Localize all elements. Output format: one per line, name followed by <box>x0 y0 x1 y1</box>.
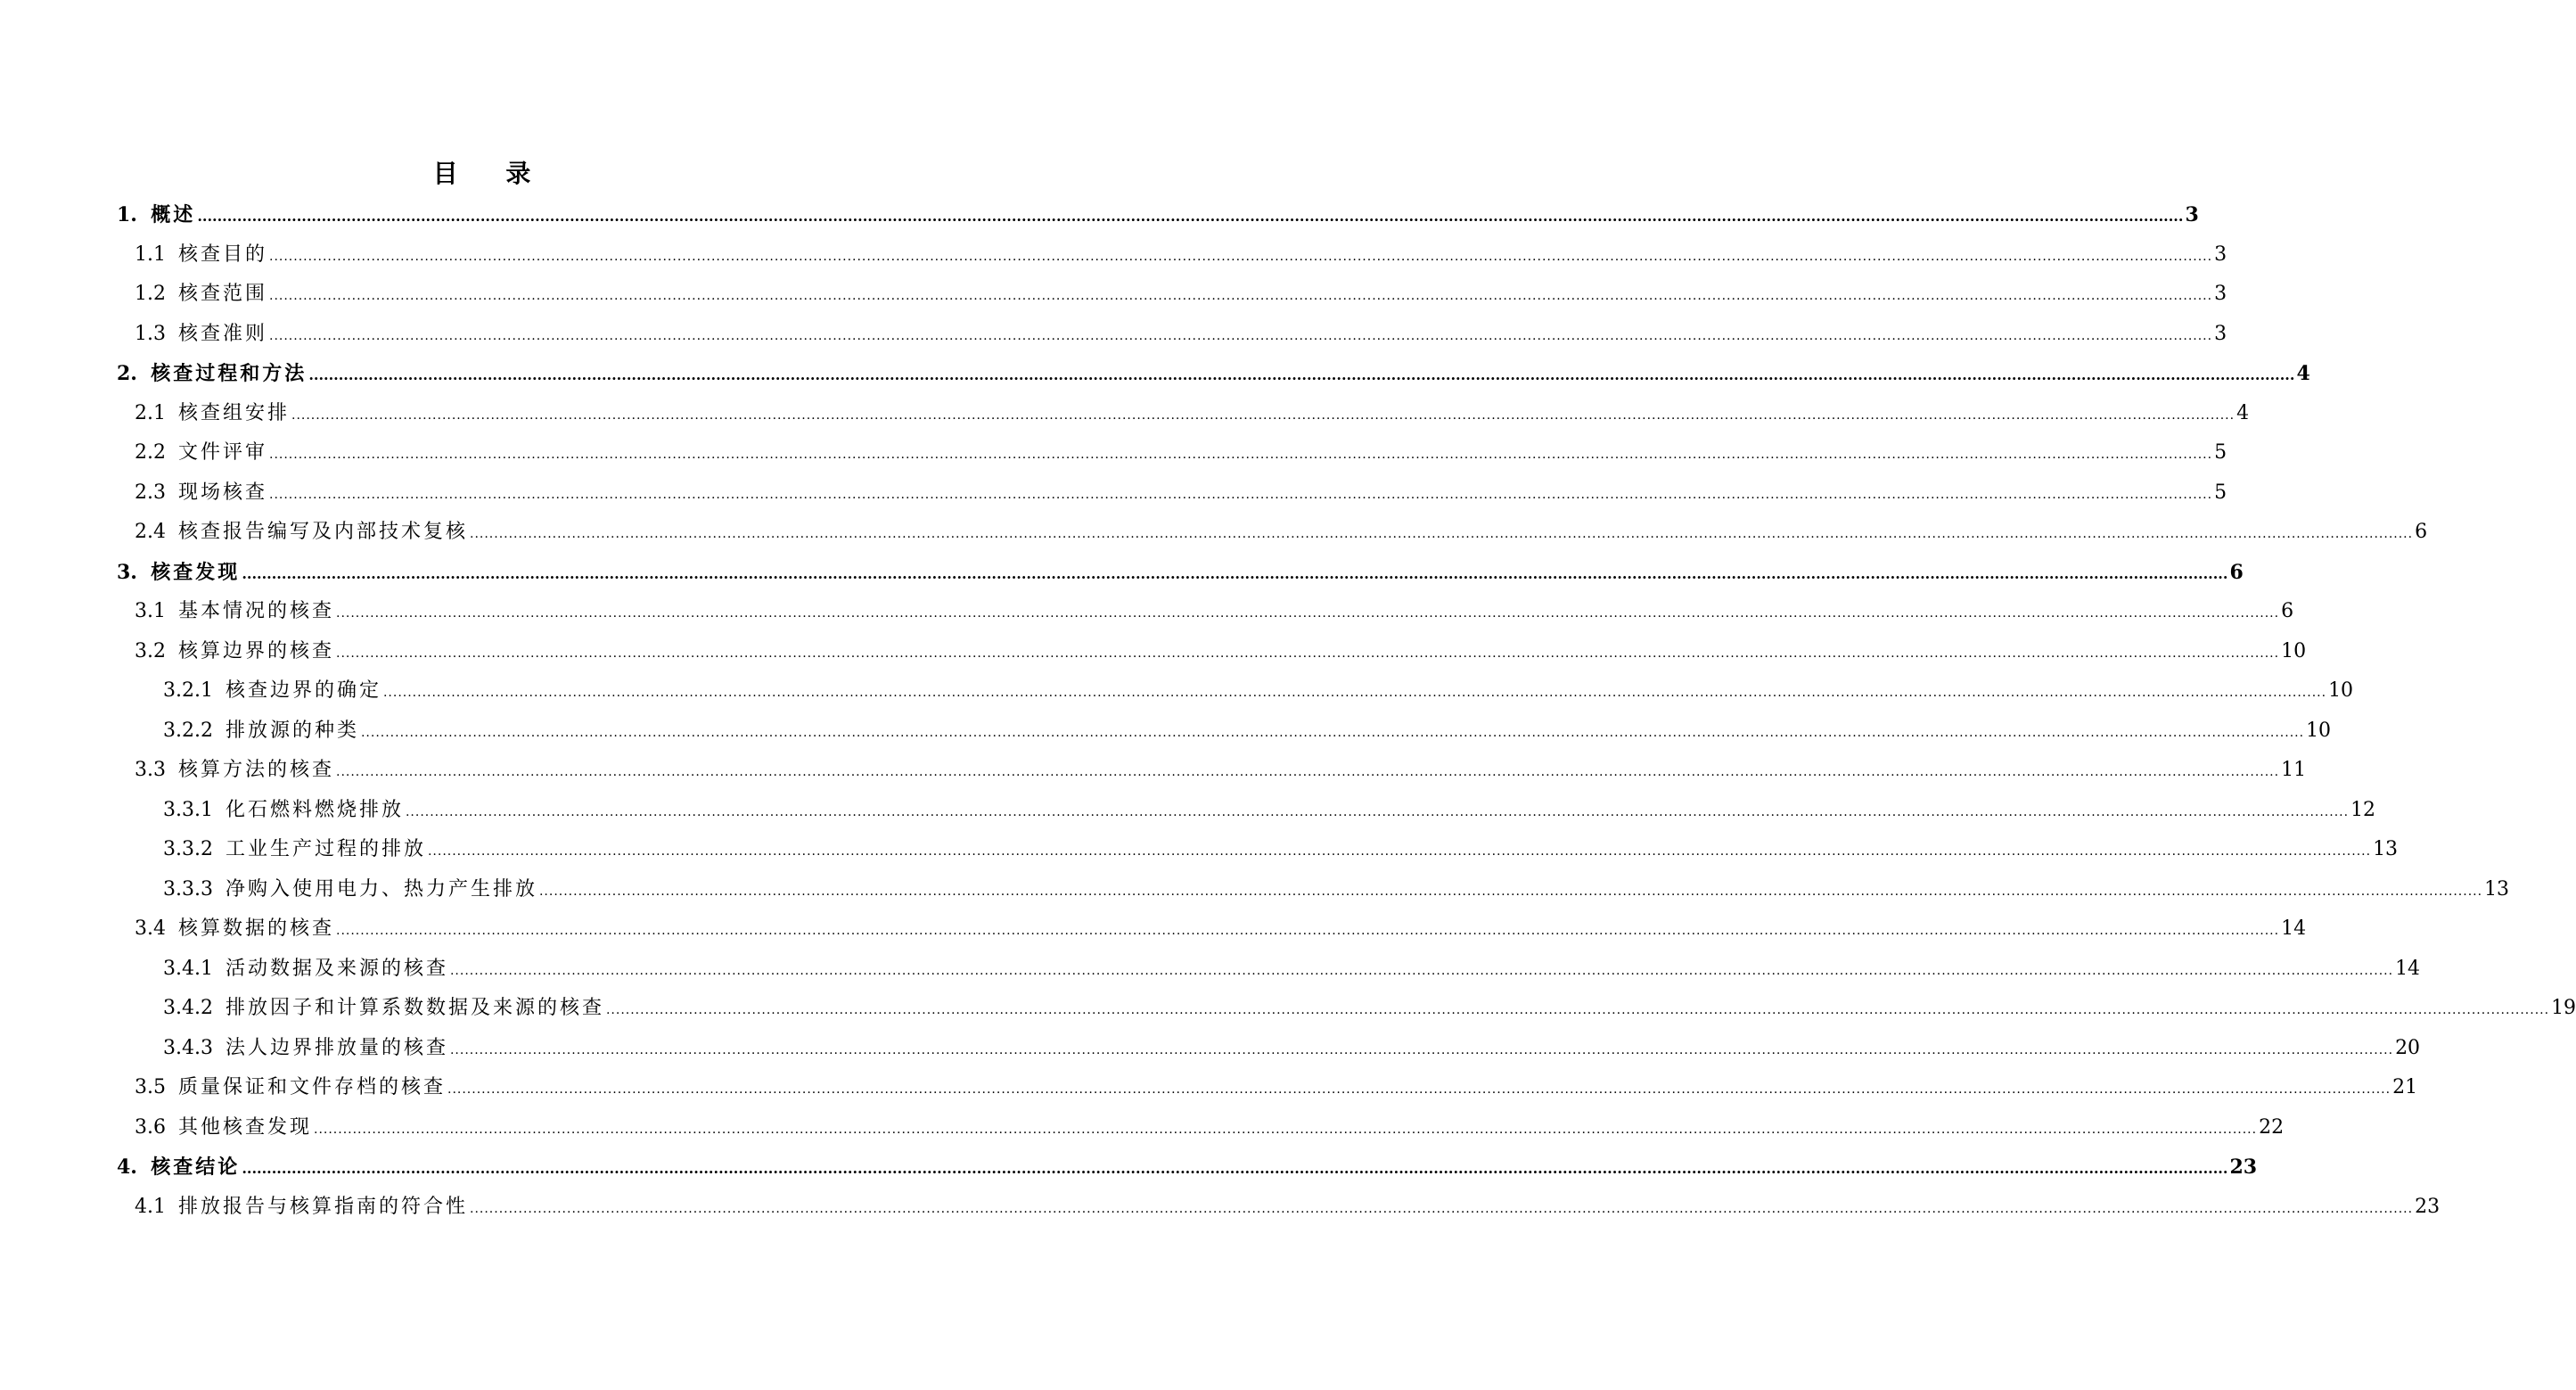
toc-entry-number: 3.2.1 <box>163 679 226 702</box>
toc-entry-title: 工业生产过程的排放 <box>225 838 426 860</box>
toc-entry[interactable] <box>163 711 2332 751</box>
toc-entry-number: 3. <box>117 560 152 584</box>
dot-leader: ................................................................................................................................................................................................................................................................................................................................................................................................................ <box>360 725 2305 740</box>
toc-entry-number: 3.1 <box>135 600 178 622</box>
toc-entry-page-number: 5 <box>2214 481 2227 504</box>
toc-entry[interactable] <box>117 195 2199 234</box>
toc-entry-number: 3.4.1 <box>163 957 226 980</box>
toc-entry-number: 3.6 <box>135 1115 178 1139</box>
toc-entry-title: 净购入使用电力、热力产生排放 <box>225 877 537 901</box>
toc-entry-title: 排放源的种类 <box>225 719 359 742</box>
toc-entry-title: 核查报告编写及内部技术复核 <box>177 521 468 543</box>
toc-entry-number: 3.4.2 <box>163 997 226 1019</box>
toc-entry-number: 4. <box>117 1156 152 1179</box>
toc-entry-title: 法人边界排放量的核查 <box>225 1036 448 1059</box>
toc-entry-page-number: 10 <box>2306 719 2332 742</box>
toc-entry-page-number: 14 <box>2395 957 2421 980</box>
toc-entry[interactable] <box>135 632 2307 671</box>
toc-entry-page-number: 23 <box>2415 1195 2441 1218</box>
toc-entry-page-number: 22 <box>2259 1115 2285 1139</box>
dot-leader: ................................................................................................................................................................................................................................................................................................................................................................................................................ <box>336 606 2280 621</box>
toc-entry-number: 1.3 <box>135 322 178 345</box>
dot-leader: ................................................................................................................................................................................................................................................................................................................................................................................................................ <box>269 487 2213 502</box>
toc-entry-number: 4.1 <box>135 1195 178 1218</box>
toc-title: 目 录 <box>432 159 551 188</box>
toc-entry-page-number: 13 <box>2484 877 2510 901</box>
toc-entry[interactable] <box>117 354 2310 393</box>
dot-leader: ................................................................................................................................................................................................................................................................................................................................................................................................................ <box>447 1082 2391 1097</box>
dot-leader: ................................................................................................................................................................................................................................................................................................................................................................................................................ <box>605 1003 2550 1017</box>
toc-entry-page-number: 21 <box>2392 1076 2418 1098</box>
toc-entry-page-number: 4 <box>2236 401 2250 424</box>
toc-entry-page-number: 6 <box>2229 560 2244 584</box>
toc-entry-page-number: 3 <box>2214 283 2227 305</box>
toc-entry-page-number: 19 <box>2551 997 2576 1019</box>
toc-entry-title: 文件评审 <box>177 441 267 464</box>
dot-leader: ................................................................................................................................................................................................................................................................................................................................................................................................................ <box>538 884 2483 899</box>
toc-entry-number: 3.5 <box>135 1076 178 1098</box>
dot-leader: ................................................................................................................................................................................................................................................................................................................................................................................................................ <box>308 366 2295 383</box>
toc-entry[interactable] <box>163 989 2576 1028</box>
toc-entry[interactable] <box>163 671 2354 711</box>
dot-leader: ................................................................................................................................................................................................................................................................................................................................................................................................................ <box>336 924 2280 938</box>
toc-entry-number: 1. <box>117 203 152 226</box>
dot-leader: ................................................................................................................................................................................................................................................................................................................................................................................................................ <box>197 208 2184 225</box>
toc-entry-number: 2. <box>117 362 152 385</box>
toc-entry[interactable] <box>135 235 2227 275</box>
toc-entry[interactable] <box>135 433 2227 473</box>
toc-entry-page-number: 11 <box>2281 759 2307 781</box>
toc-entry-page-number: 3 <box>2185 203 2199 226</box>
toc-entry-number: 1.2 <box>135 283 178 305</box>
toc-entry-number: 1.1 <box>135 243 178 266</box>
toc-entry[interactable] <box>163 830 2399 869</box>
toc-entry-title: 化石燃料燃烧排放 <box>225 798 404 821</box>
toc-entry-number: 2.4 <box>135 521 178 543</box>
dot-leader: ................................................................................................................................................................................................................................................................................................................................................................................................................ <box>269 249 2213 264</box>
dot-leader: ................................................................................................................................................................................................................................................................................................................................................................................................................ <box>470 1201 2414 1216</box>
toc-entry[interactable] <box>135 394 2250 433</box>
toc-entry-page-number: 10 <box>2281 639 2307 662</box>
toc-entry-number: 2.1 <box>135 401 178 424</box>
toc-entry-number: 3.2.2 <box>163 719 226 742</box>
toc-entry-title: 活动数据及来源的核查 <box>225 957 448 980</box>
toc-entry-title: 基本情况的核查 <box>177 600 334 622</box>
toc-entry[interactable] <box>135 1068 2418 1107</box>
toc-entry-title: 质量保证和文件存档的核查 <box>177 1076 446 1098</box>
toc-entry-title: 概述 <box>151 203 196 226</box>
toc-entry-number: 3.3.3 <box>163 877 226 901</box>
toc-entry[interactable] <box>163 791 2376 830</box>
toc-entry[interactable] <box>135 592 2294 631</box>
dot-leader: ................................................................................................................................................................................................................................................................................................................................................................................................................ <box>449 963 2394 978</box>
toc-entry[interactable] <box>135 315 2227 354</box>
toc-entry-page-number: 14 <box>2281 917 2307 940</box>
toc-entry-title: 核查过程和方法 <box>151 362 308 385</box>
toc-entry[interactable] <box>117 1147 2258 1187</box>
toc-entry-title: 核算方法的核查 <box>177 759 334 781</box>
dot-leader: ................................................................................................................................................................................................................................................................................................................................................................................................................ <box>449 1042 2394 1057</box>
toc-entry-page-number: 3 <box>2214 322 2227 345</box>
toc-entry-title: 核查发现 <box>151 560 241 584</box>
toc-entry[interactable] <box>135 1108 2285 1147</box>
toc-entry-title: 核查结论 <box>151 1156 241 1179</box>
dot-leader: ................................................................................................................................................................................................................................................................................................................................................................................................................ <box>314 1122 2258 1137</box>
toc-entry-number: 3.4 <box>135 917 178 940</box>
toc-entry-page-number: 13 <box>2373 838 2399 860</box>
toc-entry-title: 核算数据的核查 <box>177 917 334 940</box>
toc-entry-title: 现场核查 <box>177 481 267 504</box>
toc-entry-title: 核算边界的核查 <box>177 639 334 662</box>
dot-leader: ................................................................................................................................................................................................................................................................................................................................................................................................................ <box>242 564 2228 582</box>
toc-entry-title: 核查范围 <box>177 283 267 305</box>
toc-entry-page-number: 6 <box>2415 521 2428 543</box>
dot-leader: ................................................................................................................................................................................................................................................................................................................................................................................................................ <box>470 527 2414 541</box>
toc-entry-number: 3.2 <box>135 639 178 662</box>
dot-leader: ................................................................................................................................................................................................................................................................................................................................................................................................................ <box>291 407 2236 423</box>
toc-entry[interactable] <box>135 909 2307 949</box>
dot-leader: ................................................................................................................................................................................................................................................................................................................................................................................................................ <box>405 804 2350 819</box>
toc-entry-page-number: 12 <box>2350 798 2376 821</box>
toc-entry[interactable] <box>117 553 2244 592</box>
toc-entry-number: 2.2 <box>135 441 178 464</box>
toc-entry[interactable] <box>135 751 2307 790</box>
toc-entry-number: 2.3 <box>135 481 178 504</box>
toc-entry-page-number: 4 <box>2296 362 2310 385</box>
toc-entry-title: 核查目的 <box>177 243 267 266</box>
toc-entry-title: 排放报告与核算指南的符合性 <box>177 1195 468 1218</box>
toc-entry-title: 核查组安排 <box>177 401 290 424</box>
toc-entry-title: 核查准则 <box>177 322 267 345</box>
toc-entry-page-number: 3 <box>2214 243 2227 266</box>
dot-leader: ................................................................................................................................................................................................................................................................................................................................................................................................................ <box>336 765 2280 779</box>
toc-entry[interactable] <box>135 1188 2441 1227</box>
toc-entry-title: 其他核查发现 <box>177 1115 312 1139</box>
dot-leader: ................................................................................................................................................................................................................................................................................................................................................................................................................ <box>269 328 2213 343</box>
toc-entry-page-number: 6 <box>2281 600 2294 622</box>
toc-entry[interactable] <box>163 870 2510 909</box>
toc-entry-title: 核查边界的确定 <box>225 679 381 702</box>
toc-entry-title: 排放因子和计算系数数据及来源的核查 <box>225 997 604 1019</box>
dot-leader: ................................................................................................................................................................................................................................................................................................................................................................................................................ <box>242 1160 2228 1177</box>
toc-entry[interactable] <box>135 513 2428 552</box>
dot-leader: ................................................................................................................................................................................................................................................................................................................................................................................................................ <box>382 686 2327 700</box>
dot-leader: ................................................................................................................................................................................................................................................................................................................................................................................................................ <box>269 448 2213 462</box>
toc-entry-number: 3.4.3 <box>163 1036 226 1059</box>
toc-entry-number: 3.3.2 <box>163 838 226 860</box>
toc-entry[interactable] <box>163 1029 2421 1068</box>
toc-entry-page-number: 5 <box>2214 441 2227 464</box>
toc-entry-page-number: 20 <box>2395 1036 2421 1059</box>
toc-entry-page-number: 23 <box>2229 1156 2258 1179</box>
dot-leader: ................................................................................................................................................................................................................................................................................................................................................................................................................ <box>336 646 2280 661</box>
toc-entry-number: 3.3.1 <box>163 798 226 821</box>
toc-entry[interactable] <box>135 275 2227 314</box>
toc-entry[interactable] <box>163 950 2421 989</box>
toc-entry-number: 3.3 <box>135 759 178 781</box>
dot-leader: ................................................................................................................................................................................................................................................................................................................................................................................................................ <box>427 844 2372 859</box>
dot-leader: ................................................................................................................................................................................................................................................................................................................................................................................................................ <box>269 289 2213 303</box>
toc-entry[interactable] <box>135 473 2227 513</box>
toc-entry-page-number: 10 <box>2328 679 2354 702</box>
